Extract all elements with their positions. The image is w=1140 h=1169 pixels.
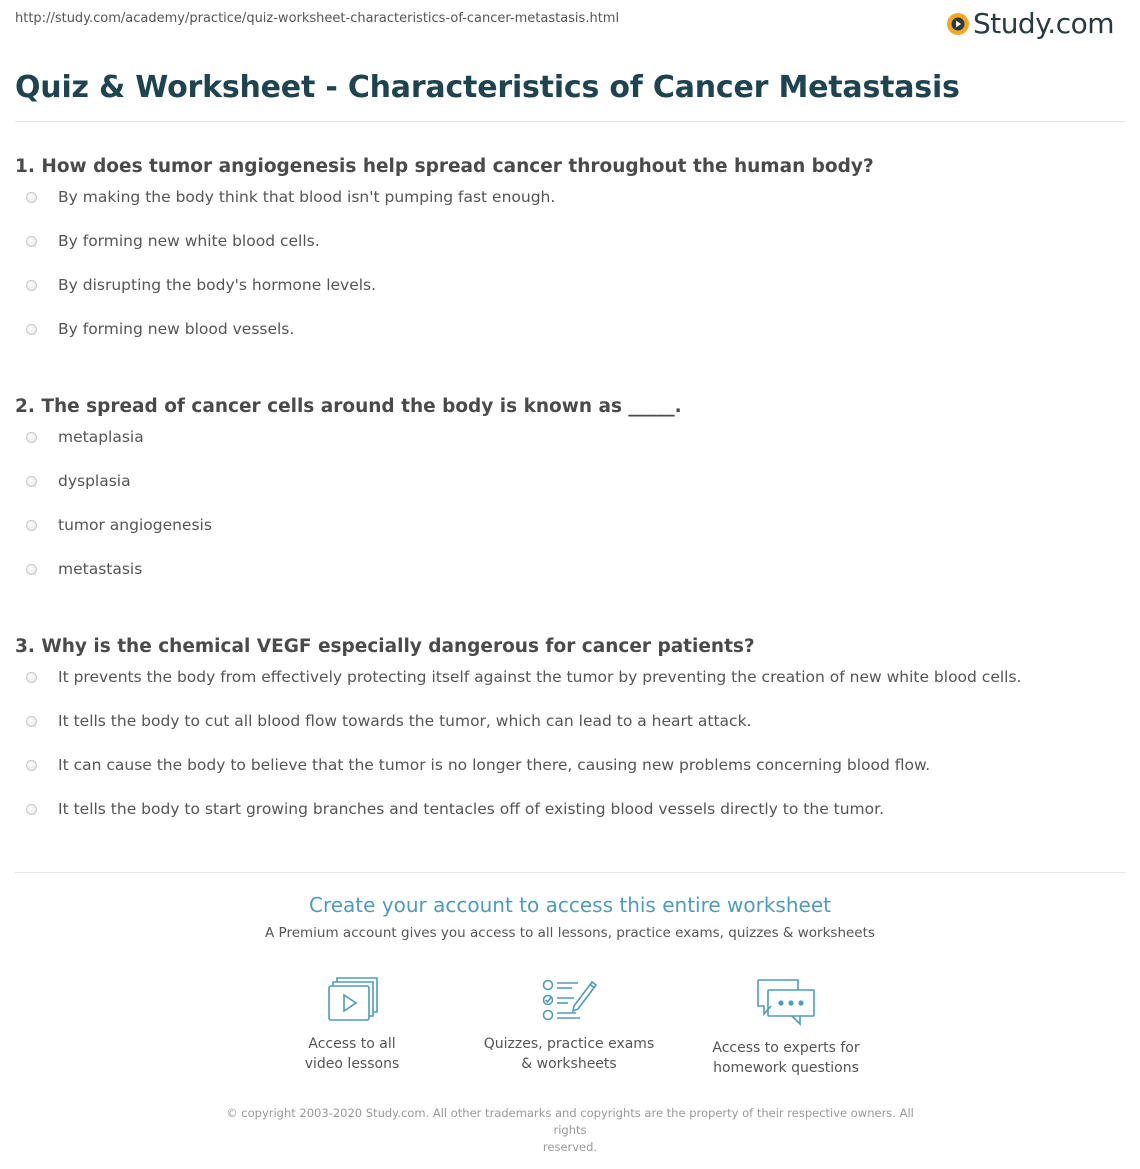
answer-option[interactable] <box>15 560 1125 614</box>
study-logo[interactable] <box>946 6 1114 42</box>
feature-label <box>469 1034 669 1074</box>
radio-button[interactable] <box>26 476 37 487</box>
copyright-notice <box>220 1105 920 1156</box>
question-text: 2. The spread of cancer cells around the body is known as _____. <box>15 396 682 417</box>
answer-text: It tells the body to cut all blood flow towards the tumor, which can lead to a heart attack. <box>58 712 752 730</box>
feature-label-line: Access to experts for <box>712 1040 860 1056</box>
radio-button[interactable] <box>26 280 37 291</box>
page-title: Quiz & Worksheet - Characteristics of Cancer Metastasis <box>15 70 960 105</box>
feature-label <box>686 1038 886 1078</box>
play-circle-icon <box>946 12 970 36</box>
answer-text: By disrupting the body's hormone levels. <box>58 276 377 294</box>
answer-list <box>15 188 1125 374</box>
copyright-line: © copyright 2003-2020 Study.com. All other trademarks and copyrights are the property of their respective owners. All rights <box>226 1106 914 1137</box>
feature-label-line: video lessons <box>304 1056 400 1072</box>
cta-title-link[interactable]: Create your account to access this entire worksheet <box>309 893 831 917</box>
answer-text: By forming new blood vessels. <box>58 320 295 338</box>
radio-button[interactable] <box>26 236 37 247</box>
feature-list <box>0 976 1140 1086</box>
answer-list <box>15 668 1125 854</box>
answer-text: metastasis <box>58 560 143 578</box>
question-3 <box>15 635 1125 854</box>
radio-button[interactable] <box>26 432 37 443</box>
page-url: http://study.com/academy/practice/quiz-worksheet-characteristics-of-cancer-metastasis.html <box>15 11 620 26</box>
logo-text: Study.com <box>972 7 1114 40</box>
content-divider <box>15 872 1125 873</box>
signup-cta <box>0 893 1140 941</box>
question-1 <box>15 155 1125 374</box>
radio-button[interactable] <box>26 324 37 335</box>
radio-button[interactable] <box>26 760 37 771</box>
radio-button[interactable] <box>26 672 37 683</box>
radio-button[interactable] <box>26 520 37 531</box>
answer-option[interactable] <box>15 800 1125 854</box>
answer-option[interactable] <box>15 428 1125 482</box>
cta-subtitle: A Premium account gives you access to all lessons, practice exams, quizzes & worksheets <box>265 925 875 941</box>
answer-text: It can cause the body to believe that the tumor is no longer there, causing new problems concerning blood flow. <box>58 756 931 774</box>
video-lessons-icon <box>325 976 379 1024</box>
feature-video-lessons <box>252 976 452 1074</box>
answer-text: By making the body think that blood isn't pumping fast enough. <box>58 188 556 206</box>
feature-label <box>252 1034 452 1074</box>
radio-button[interactable] <box>26 804 37 815</box>
answer-text: metaplasia <box>58 428 144 446</box>
header-divider <box>15 121 1125 122</box>
radio-button[interactable] <box>26 716 37 727</box>
copyright-line: reserved. <box>542 1140 598 1154</box>
feature-quizzes <box>469 976 669 1074</box>
answer-option[interactable] <box>15 320 1125 374</box>
answer-text: dysplasia <box>58 472 131 490</box>
feature-experts <box>686 976 886 1078</box>
feature-label-line: & worksheets <box>521 1056 617 1072</box>
radio-button[interactable] <box>26 564 37 575</box>
quiz-checklist-icon <box>540 976 598 1024</box>
question-text: 3. Why is the chemical VEGF especially dangerous for cancer patients? <box>15 636 755 657</box>
answer-text: By forming new white blood cells. <box>58 232 320 250</box>
answer-text: It tells the body to start growing branches and tentacles off of existing blood vessels directly to the tumor. <box>58 800 885 818</box>
answer-text: tumor angiogenesis <box>58 516 212 534</box>
chat-bubbles-icon <box>754 976 818 1028</box>
answer-option[interactable] <box>15 516 1125 570</box>
question-text: 1. How does tumor angiogenesis help spread cancer throughout the human body? <box>15 156 874 177</box>
feature-label-line: Access to all <box>308 1036 396 1052</box>
feature-label-line: homework questions <box>713 1060 859 1076</box>
feature-label-line: Quizzes, practice exams <box>483 1036 655 1052</box>
answer-list <box>15 428 1125 614</box>
question-2 <box>15 395 1125 614</box>
radio-button[interactable] <box>26 192 37 203</box>
answer-text: It prevents the body from effectively protecting itself against the tumor by preventing the creation of new white blood cells. <box>58 668 1022 686</box>
